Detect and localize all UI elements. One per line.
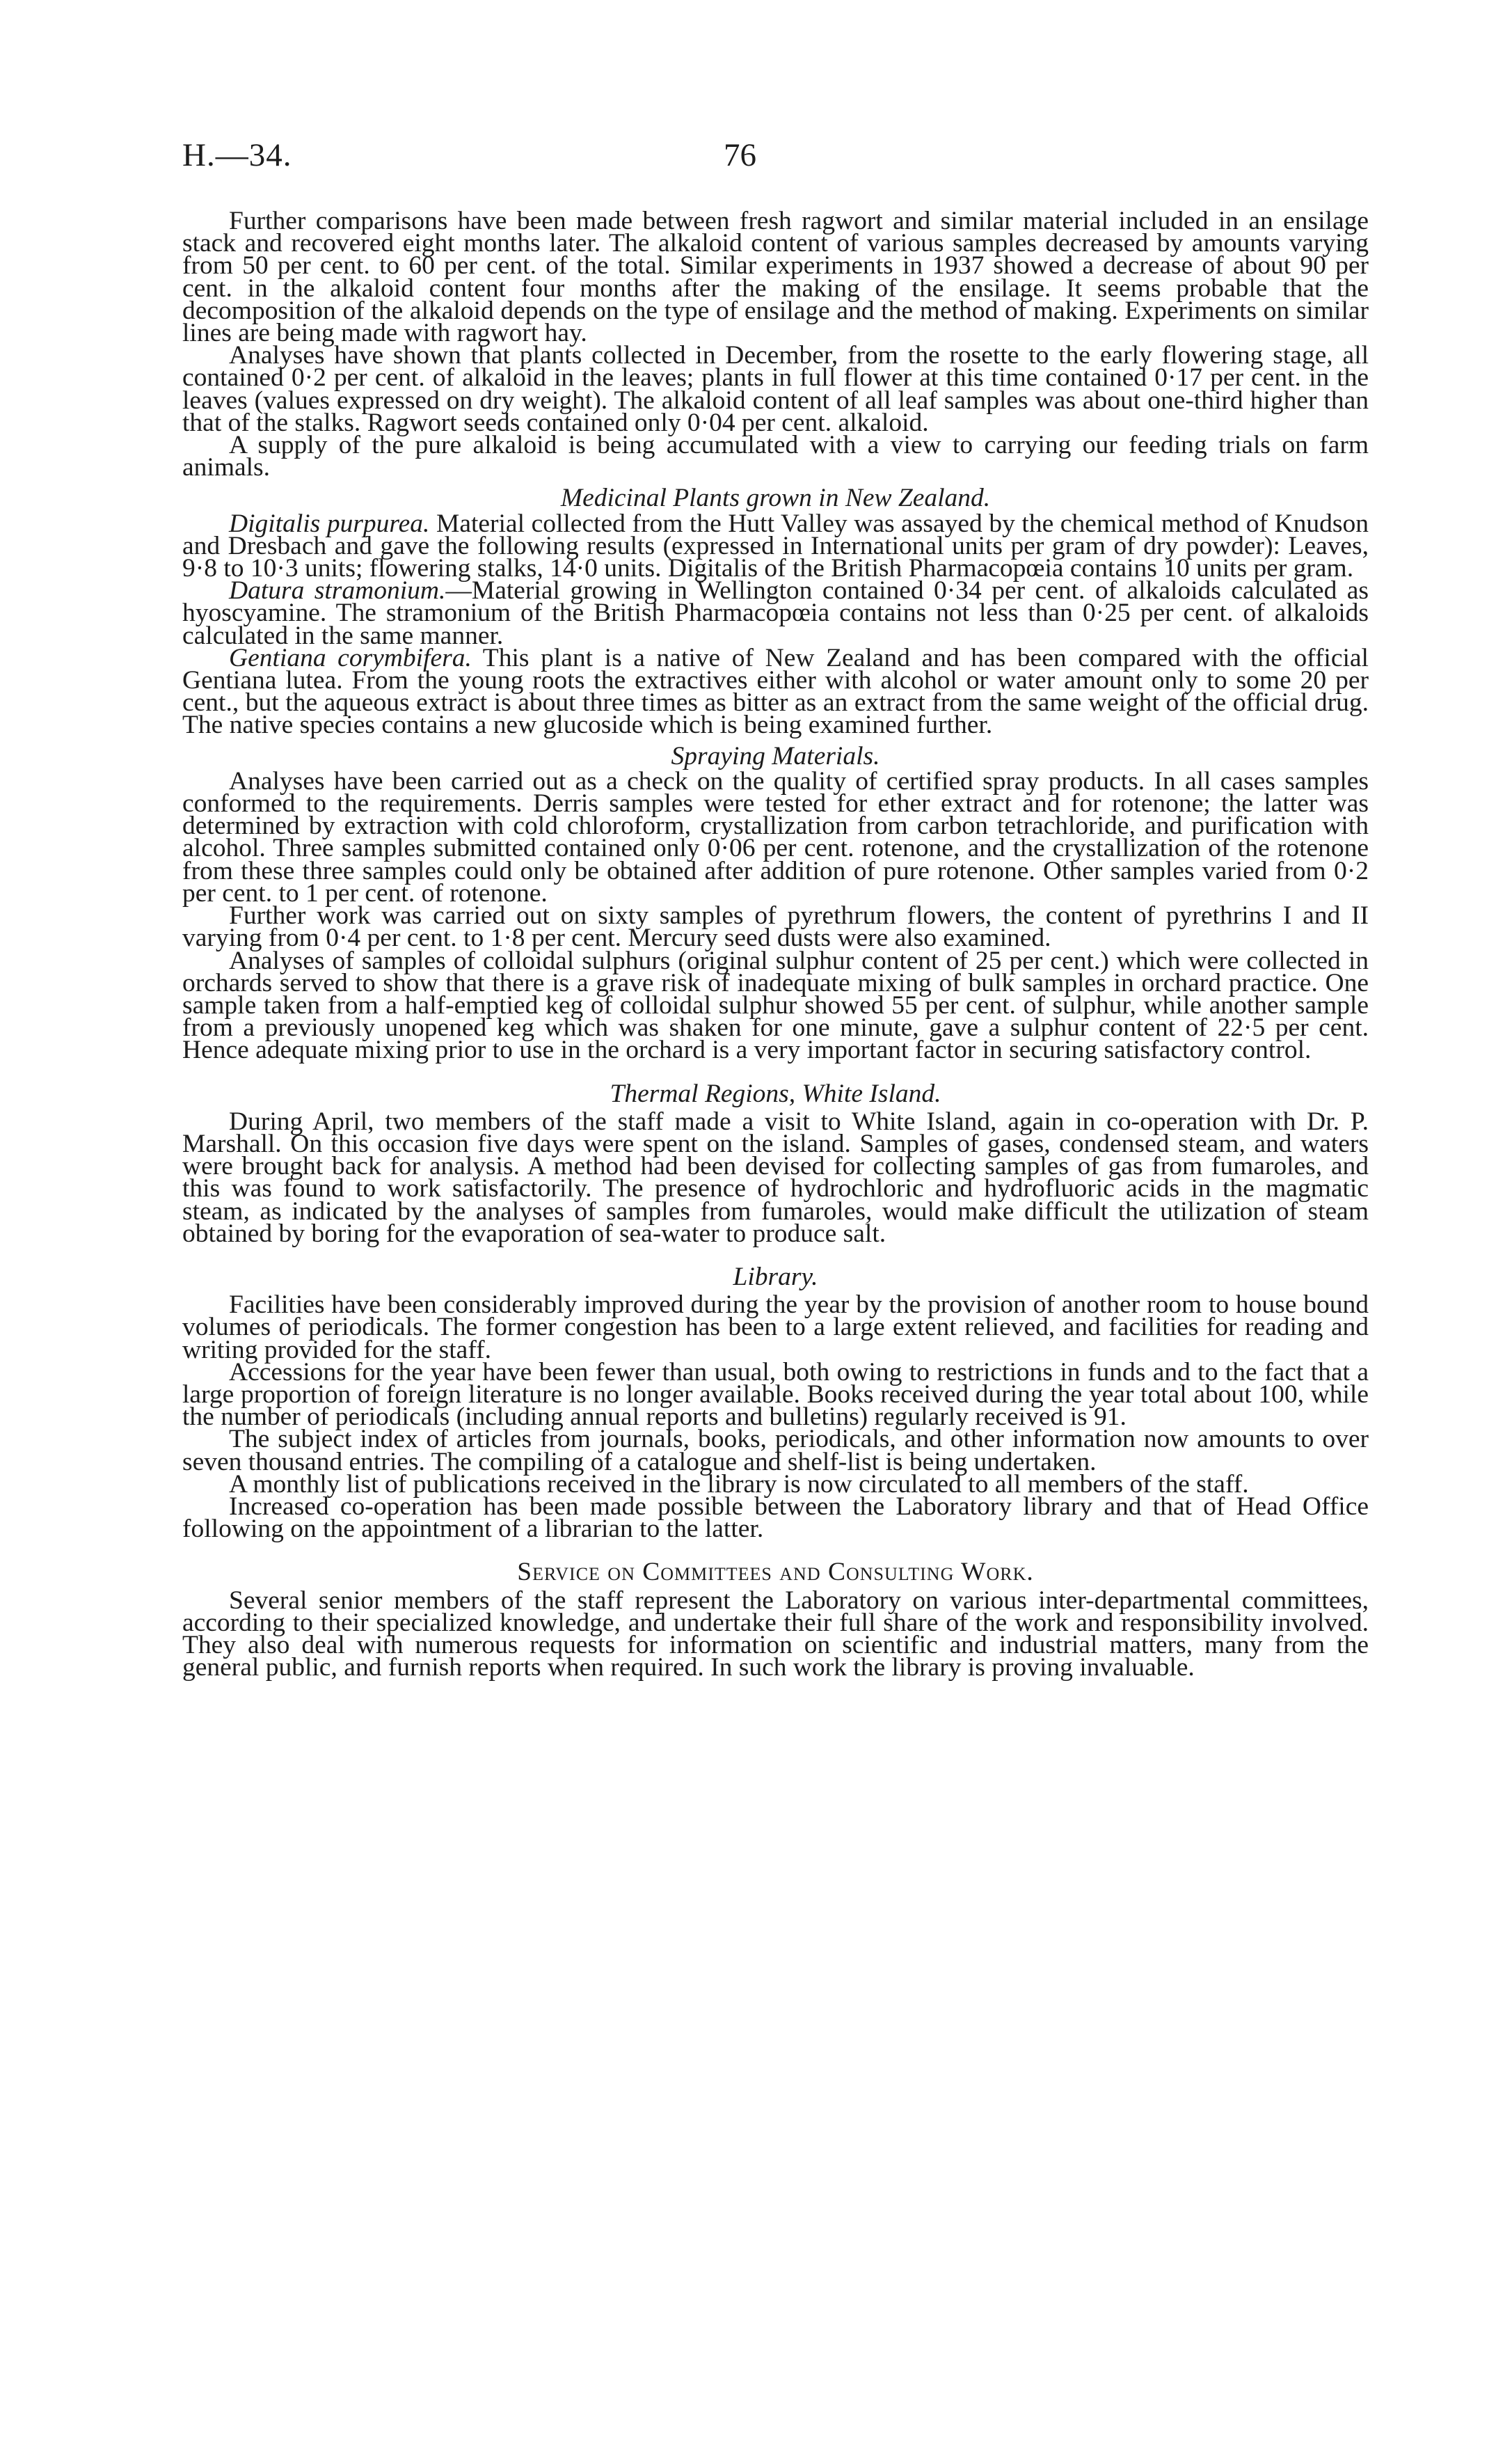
species-name: Datura stramonium.	[229, 576, 446, 606]
paragraph-library-accessions: Accessions for the year have been fewer than usual, both owing to restrictions in funds and to the fact that a large proportion of foreign literature is no longer available. Books received during the year total about 100, while the number of periodicals (including annual reports and bulletins) regularly received is 91.	[182, 1357, 1369, 1432]
page-body	[182, 207, 1369, 1682]
paragraph-library-facilities: Facilities have been considerably improved during the year by the provision of another room to house bound volumes of periodicals. The former congestion has been to a large extent relieved, and facilities for reading and writing provided for the staff.	[182, 1290, 1369, 1364]
species-name: Digitalis purpurea.	[229, 509, 430, 538]
section-heading-library: Library.	[733, 1262, 818, 1291]
section-heading-spraying-materials: Spraying Materials.	[671, 741, 880, 771]
document-code: H.—34.	[182, 137, 292, 173]
paragraph-ragwort-ensilage: Further comparisons have been made between fresh ragwort and similar material included in an ensilage stack and recovered eight months later. The alkaloid content of various samples decreased by amounts varying from 50 per cent. to 60 per cent. of the total. Similar experiments in 1937 showed a decrease of about 90 per cent. in the alkaloid content four months after the making of the ensilage. It seems probable that the decomposition of the alkaloid depends on the type of ensilage and the method of making. Experiments on similar lines are being made with ragwort hay.	[182, 207, 1369, 348]
paragraph-digitalis	[182, 509, 1369, 583]
paragraph-colloidal-sulphur: Analyses of samples of colloidal sulphurs (original sulphur content of 25 per cent.) which were collected in orchards served to show that there is a grave risk of inadequate mixing of bulk samples in orchard practice. One sample taken from a half-emptied keg of colloidal sulphur showed 55 per cent. of sulphur, while another sample from a previously unopened keg which was shaken for one minute, gave a sulphur content of 22·5 per cent. Hence adequate mixing prior to use in the orchard is a very important factor in securing satisfactory control.	[182, 946, 1369, 1065]
paragraph-text: Material collected from the Hutt Valley was assayed by the chemical method of Knudson and Dresbach and gave the following results (expressed in International units per gram of dry powder): Leaves, 9·8 to 10·3 units; flowering stalks, 14·0 units. Digitalis of the British Pharmacopœia contains 10 units per gram.	[182, 509, 1369, 583]
paragraph-gentiana	[182, 643, 1369, 740]
paragraph-datura	[182, 576, 1369, 650]
paragraph-committees: Several senior members of the staff represent the Laboratory on various inter-departmental committees, according to their specialized knowledge, and undertake their full share of the work and responsibility involved. They also deal with numerous requests for information on scientific and industrial matters, many from the general public, and furnish reports when required. In such work the library is proving invaluable.	[182, 1586, 1369, 1682]
paragraph-text: This plant is a native of New Zealand and has been compared with the official Gentiana lutea. From the young roots the extractives either with alcohol or water amount only to some 20 per cent., but the aqueous extract is about three times as bitter as an extract from the same weight of the official drug. The native species contains a new glucoside which is being examined further.	[182, 643, 1369, 740]
species-name: Gentiana corymbifera.	[229, 643, 472, 672]
paragraph-text: —Material growing in Wellington contained 0·34 per cent. of alkaloids calculated as hyoscyamine. The stramonium of the British Pharmacopœia contains not less than 0·25 per cent. of alkaloids calculated in the same manner.	[182, 576, 1369, 650]
page-number: 76	[724, 137, 756, 173]
page-header	[0, 136, 1512, 178]
paragraph-library-cooperation: Increased co-operation has been made possible between the Laboratory library and that of Head Office following on the appointment of a librarian to the latter.	[182, 1492, 1369, 1544]
paragraph-monthly-list: A monthly list of publications received in the library is now circulated to all members of the staff.	[229, 1469, 1249, 1499]
paragraph-ragwort-analyses: Analyses have shown that plants collected in December, from the rosette to the early flowering stage, all contained 0·2 per cent. of alkaloid in the leaves; plants in full flower at this time contained 0·17 per cent. in the leaves (values expressed on dry weight). The alkaloid content of all leaf samples was about one-third higher than that of the stalks. Ragwort seeds contained only 0·04 per cent. alkaloid.	[182, 341, 1369, 437]
paragraph-subject-index: The subject index of articles from journals, books, periodicals, and other information now amounts to over seven thousand entries. The compiling of a catalogue and shelf-list is being undertaken.	[182, 1425, 1369, 1476]
section-heading-thermal-regions: Thermal Regions, White Island.	[610, 1079, 941, 1108]
paragraph-spray-products: Analyses have been carried out as a check on the quality of certified spray products. In all cases samples conformed to the requirements. Derris samples were tested for ether extract and for rotenone; the latter was determined by extraction with cold chloroform, crystallization from carbon tetrachloride, and purification with alcohol. Three samples submitted contained only 0·06 per cent. rotenone, and the crystallization of the rotenone from these three samples could only be obtained after addition of pure rotenone. Other samples varied from 0·2 per cent. to 1 per cent. of rotenone.	[182, 766, 1369, 908]
paragraph-white-island: During April, two members of the staff made a visit to White Island, again in co-operation with Dr. P. Marshall. On this occasion five days were spent on the island. Samples of gases, condensed steam, and waters were brought back for analysis. A method had been devised for collecting samples of gas from fumaroles, and this was found to work satisfactorily. The presence of hydrochloric and hydrofluoric acids in the magmatic steam, as indicated by the analyses of samples from fumaroles, would make difficult the utilization of steam obtained by boring for the evaporation of sea-water to produce salt.	[182, 1107, 1369, 1248]
section-heading-medicinal-plants: Medicinal Plants grown in New Zealand.	[560, 484, 991, 513]
paragraph-pure-alkaloid: A supply of the pure alkaloid is being accumulated with a view to carrying our feeding trials on farm animals.	[182, 431, 1369, 482]
paragraph-pyrethrum: Further work was carried out on sixty samples of pyrethrum flowers, the content of pyrethrins I and II varying from 0·4 per cent. to 1·8 per cent. Mercury seed dusts were also examined.	[182, 901, 1369, 953]
section-heading-committees: Service on Committees and Consulting Work.	[517, 1558, 1034, 1587]
